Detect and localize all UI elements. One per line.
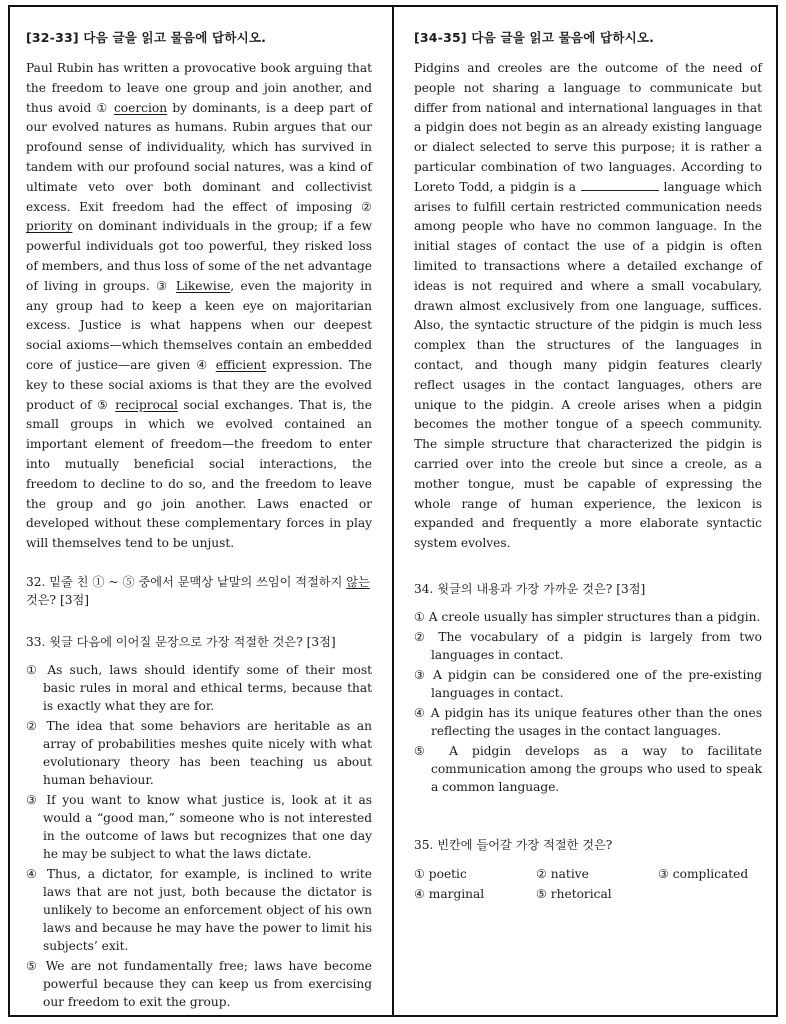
answer-option-5[interactable]: ⑤ A pidgin develops as a way to facilitate communication among the groups who used to speak a common language. xyxy=(414,744,762,794)
left-column xyxy=(26,28,372,554)
answer-option-4[interactable]: ④ Thus, a dictator, for example, is inclined to write laws that are not just, both because the dictator is unlikely to become an enforcement object of his own laws and because he may have the power to limit his subjects’ exit. xyxy=(26,867,372,953)
answer-option-5[interactable]: ⑤ rhetorical xyxy=(536,887,612,901)
underlined-word-2: priority xyxy=(26,219,73,234)
answer-option-4[interactable]: ④ A pidgin has its unique features other than the ones reflecting the usages in the contact languages. xyxy=(414,706,762,738)
answer-option-1[interactable]: ① A creole usually has simpler structures than a pidgin. xyxy=(414,610,761,624)
marker-5: ⑤ xyxy=(97,397,116,412)
underlined-word-4: efficient xyxy=(215,357,267,372)
question-33-text: 33. 윗글 다음에 이어질 문장으로 가장 적절한 것은? [3점] xyxy=(26,635,336,649)
answer-options-row-1 xyxy=(414,864,762,884)
question-34-text: 34. 윗글의 내용과 가장 가까운 것은? [3점] xyxy=(414,582,646,596)
answer-option-2[interactable]: ② The vocabulary of a pidgin is largely from two languages in contact. xyxy=(414,630,762,662)
answer-blank xyxy=(581,179,659,191)
answer-option-5[interactable]: ⑤ We are not fundamentally free; laws have become powerful because they can keep us from exercising our freedom to exit the group. xyxy=(26,959,372,1009)
passage-text: on dominant individuals in the group; if a few powerful individuals got too powerful, they risked loss of members, and thus loss of some of the net advantage of living in groups. xyxy=(26,219,372,293)
answer-option-3[interactable]: ③ If you want to know what justice is, look at it as would a “good man,” someone who is not interested in the outcome of laws but recognizes that one day he may be subject to what the laws dictate. xyxy=(26,793,372,861)
answer-option-3[interactable]: ③ complicated xyxy=(658,867,749,881)
answer-option-2[interactable]: ② native xyxy=(536,867,589,881)
left-passage xyxy=(26,59,372,554)
passage-text: by dominants, is a deep part of our evolved natures as humans. Rubin argues that our profound sense of individuality, which has survived in tandem with our profound social natures, was a kind of ultimate veto over both dominant and collectivist excess. Exit freedom had the effect of imposing xyxy=(26,100,372,214)
marker-1: ① xyxy=(96,100,114,115)
right-heading: [34-35] 다음 글을 읽고 물음에 답하시오. xyxy=(414,30,655,45)
question-32-text: 32. 밑줄 친 ① ~ ⑤ 중에서 문맥상 낱말의 쓰임이 적절하지 xyxy=(26,575,347,589)
question-35-text: 35. 빈칸에 들어갈 가장 적절한 것은? xyxy=(414,838,613,852)
question-35 xyxy=(414,836,762,904)
marker-3: ③ xyxy=(156,278,176,293)
answer-option-4[interactable]: ④ marginal xyxy=(414,887,485,901)
underlined-word-3: Likewise xyxy=(175,278,231,293)
question-33 xyxy=(26,633,372,1013)
marker-2: ② xyxy=(361,199,372,214)
underlined-word-5: reciprocal xyxy=(115,397,178,412)
answer-option-1[interactable]: ① As such, laws should identify some of their most basic rules in moral and ethical terms, because that is exactly what they are for. xyxy=(26,663,372,713)
passage-text: expression. The key to these social axioms is that they are the evolved product of xyxy=(26,357,372,412)
marker-4: ④ xyxy=(196,357,216,372)
passage-text: , even the majority in any group had to keep a keen eye on majoritarian excess. Justice is what happens when our deepest social axioms—which themselves contain an embedded core of justice—are given xyxy=(26,278,372,372)
right-column xyxy=(414,28,762,554)
question-32-points: 것은? [3점] xyxy=(26,593,89,607)
passage-text: Paul Rubin has written a provocative book arguing that the freedom to leave one group and join another, and thus avoid xyxy=(26,61,372,115)
question-32-underlined: 않는 xyxy=(346,575,370,589)
answer-options-row-2 xyxy=(414,884,762,904)
right-passage xyxy=(414,59,762,554)
column-divider xyxy=(392,5,394,1017)
passage-text: social exchanges. That is, the small groups in which we evolved contained an important element of freedom—the freedom to enter into mutually beneficial social interactions, the freedom to decline to do so, and the freedom to leave the group and go join another. Laws enacted or developed without these complementary forces in play will themselves tend to be unjust. xyxy=(26,397,372,551)
question-34 xyxy=(414,580,762,798)
answer-option-3[interactable]: ③ A pidgin can be considered one of the pre-existing languages in contact. xyxy=(414,668,762,700)
passage-text: language which arises to fulfill certain restricted communication needs among people who have no common language. In the initial stages of contact the use of a pidgin is often limited to transactions where a detailed exchange of ideas is not required and where a small vocabulary, drawn almost exclusively from one language, suffices. Also, the syntactic structure of the pidgin is much less complex than the structures of the languages in contact, and though many pidgin features clearly reflect usages in the contact languages, others are unique to the pidgin. A creole arises when a pidgin becomes the mother tongue of a speech community. The simple structure that characterized the pidgin is carried over into the creole but since a creole, as a mother tongue, must be capable of expressing the whole range of human experience, the lexicon is expanded and frequently a more elaborate syntactic system evolves. xyxy=(414,179,763,551)
answer-option-1[interactable]: ① poetic xyxy=(414,867,467,881)
underlined-word-1: coercion xyxy=(113,100,168,115)
answer-option-2[interactable]: ② The idea that some behaviors are heritable as an array of probabilities meshes quite nicely with what evolutionary theory has been teaching us about human behaviour. xyxy=(26,719,372,787)
question-32 xyxy=(26,573,372,619)
passage-text: Pidgins and creoles are the outcome of the need of people not sharing a language to communicate but differ from national and international languages in that a pidgin does not begin as an already existing language or dialect selected to serve this purpose; it is rather a particular combination of two languages. According to Loreto Todd, a pidgin is a xyxy=(414,61,762,194)
left-heading: [32-33] 다음 글을 읽고 물음에 답하시오. xyxy=(26,30,267,45)
